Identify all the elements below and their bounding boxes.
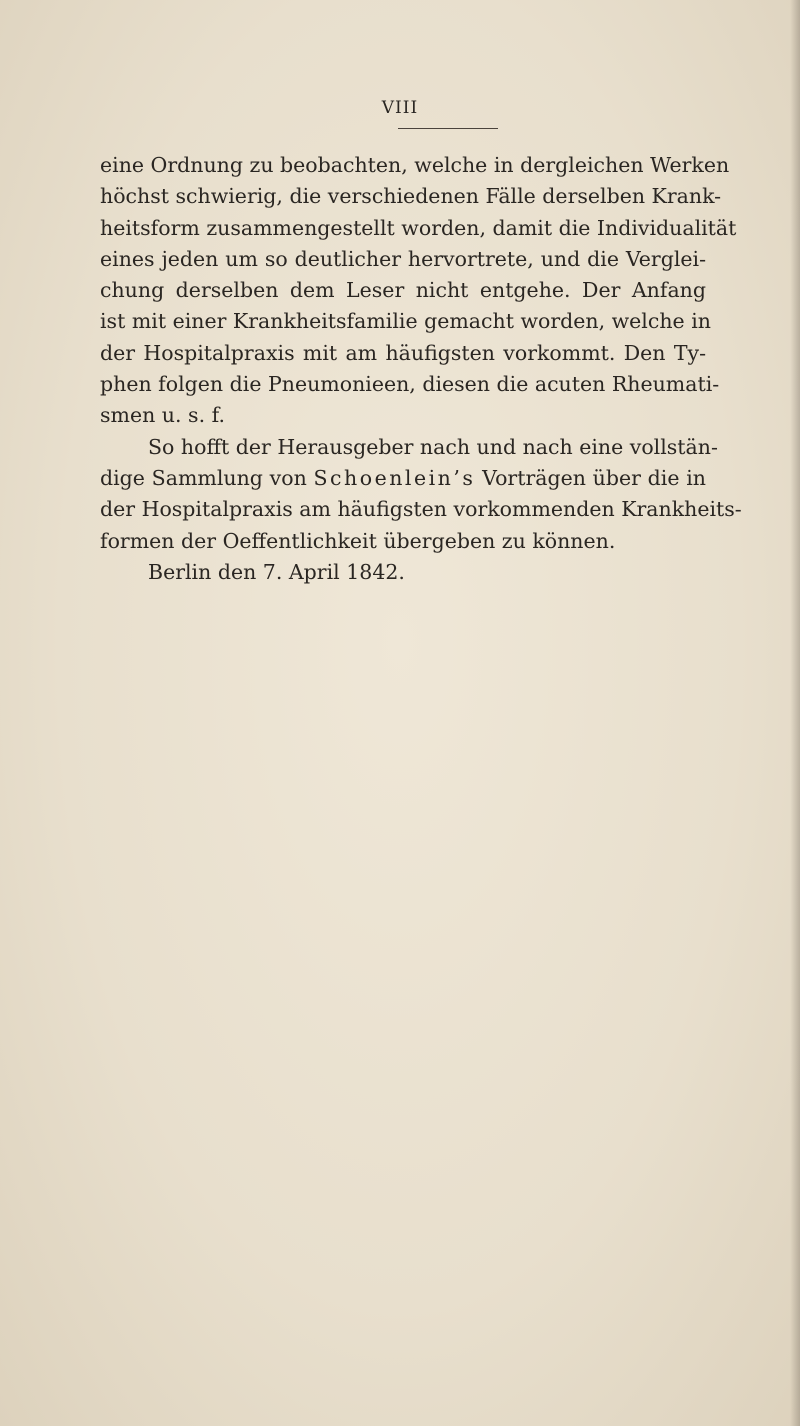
paragraph-line: So hofft der Herausgeber nach und nach eine vollstän- <box>148 434 718 459</box>
paragraph-line <box>100 463 706 494</box>
line-part: dige Sammlung von <box>100 465 314 490</box>
text-line: chung derselben dem Leser nicht entgehe. Der Anfang <box>100 278 706 303</box>
text-line: höchst schwierig, die verschiedenen Fälle derselben Krank- <box>100 184 722 209</box>
author-name: Schoenlein’s <box>313 465 476 490</box>
paragraph-line: formen der Oeffentlichkeit übergeben zu können. <box>100 528 616 553</box>
text-line: der Hospitalpraxis mit am häufigsten vorkommt. Den Ty- <box>100 340 706 365</box>
page-number: VIII <box>381 98 419 118</box>
preface-text <box>100 150 742 588</box>
text-line: eines jeden um so deutlicher hervortrete, und die Verglei- <box>100 246 706 271</box>
text-line: eine Ordnung zu beobachten, welche in dergleichen Werken <box>100 153 730 177</box>
text-line: smen u. s. f. <box>100 403 225 428</box>
text-line: heitsform zusammengestellt worden, damit die Individualität <box>100 215 737 240</box>
dateline: Berlin den 7. April 1842. <box>148 559 405 584</box>
paragraph-line: der Hospitalpraxis am häufigsten vorkommenden Krankheits- <box>100 497 742 522</box>
line-part: Vorträgen über die in <box>475 465 706 490</box>
page-edge-shadow <box>790 0 800 1426</box>
text-line: phen folgen die Pneumonieen, diesen die acuten Rheumati- <box>100 372 720 397</box>
header-rule <box>398 128 498 129</box>
text-line: ist mit einer Krankheitsfamilie gemacht worden, welche in <box>100 309 711 334</box>
